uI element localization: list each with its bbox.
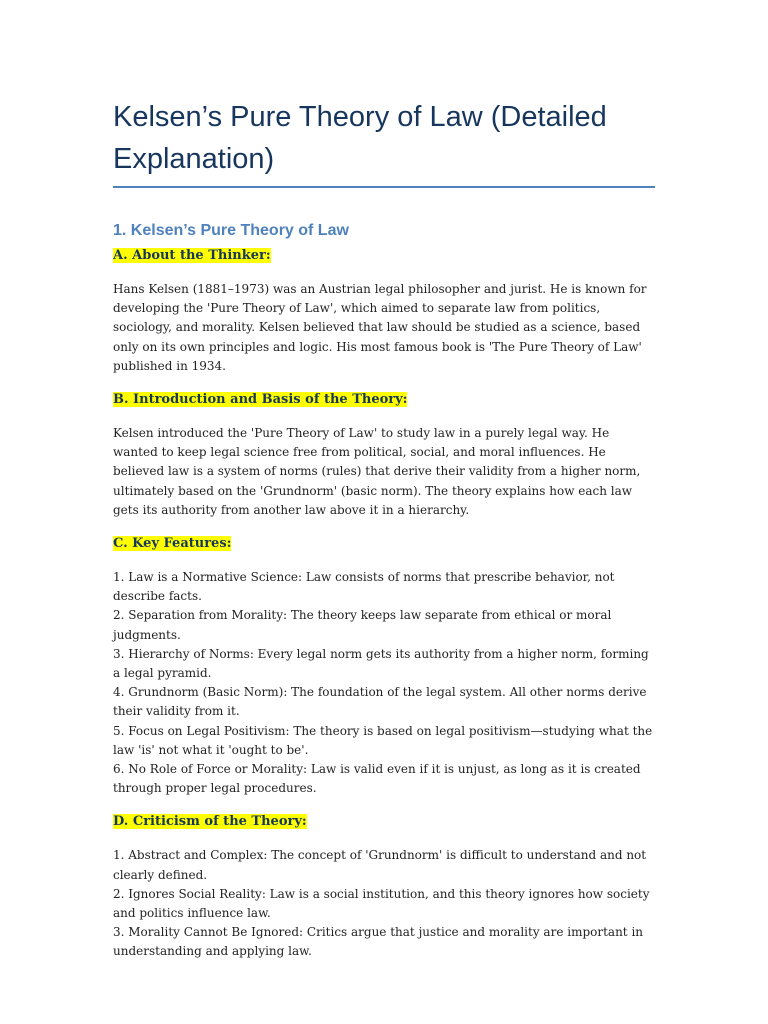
document-page	[113, 96, 655, 962]
list-item: 4. Grundnorm (Basic Norm): The foundation of the legal system. All other norms derive their validity from it.	[113, 685, 647, 719]
subheading-about-thinker	[113, 246, 655, 266]
list-item: 2. Separation from Morality: The theory keeps law separate from ethical or moral judgments.	[113, 608, 612, 642]
list-item: 2. Ignores Social Reality: Law is a social institution, and this theory ignores how society and politics influence law.	[113, 886, 650, 921]
subheading-key-features-text: C. Key Features:	[113, 536, 232, 552]
subheading-introduction	[113, 390, 655, 410]
list-item: 3. Morality Cannot Be Ignored: Critics argue that justice and morality are important in understanding and applying law.	[113, 925, 644, 959]
subheading-key-features	[113, 534, 655, 554]
subheading-about-thinker-text: A. About the Thinker:	[113, 248, 271, 263]
list-item: 6. No Role of Force or Morality: Law is valid even if it is unjust, as long as it is created through proper legal procedures.	[113, 762, 641, 796]
list-item: 5. Focus on Legal Positivism: The theory is based on legal positivism—studying what the law 'is' not what it 'ought to be'.	[113, 723, 653, 757]
subheading-criticism	[113, 812, 655, 832]
subheading-introduction-text: B. Introduction and Basis of the Theory:	[113, 392, 408, 408]
paragraph-introduction: Kelsen introduced the 'Pure Theory of Law' to study law in a purely legal way. He wanted to keep legal science free from political, social, and moral influences. He believed law is a system of norms (rules) that derive their validity from a higher norm, ultimately based on the 'Grundnorm' (basic norm). The theory explains how each law gets its authority from another law above it in a hierarchy.	[113, 426, 641, 517]
list-item: 3. Hierarchy of Norms: Every legal norm gets its authority from a higher norm, forming a legal pyramid.	[113, 646, 649, 681]
paragraph-about-thinker: Hans Kelsen (1881–1973) was an Austrian legal philosopher and jurist. He is known for developing the 'Pure Theory of Law', which aimed to separate law from politics, sociology, and morality. Kelsen believed that law should be studied as a science, based only on its own principles and logic. His most famous book is 'The Pure Theory of Law' published in 1934.	[113, 282, 647, 373]
document-title: Kelsen’s Pure Theory of Law (Detailed Explanation)	[113, 96, 655, 188]
subheading-criticism-text: D. Criticism of the Theory:	[113, 814, 307, 830]
list-item: 1. Abstract and Complex: The concept of 'Grundnorm' is difficult to understand and not clearly defined.	[113, 848, 647, 882]
list-item: 1. Law is a Normative Science: Law consists of norms that prescribe behavior, not describe facts.	[113, 570, 615, 604]
section-heading: 1. Kelsen’s Pure Theory of Law	[113, 222, 349, 239]
